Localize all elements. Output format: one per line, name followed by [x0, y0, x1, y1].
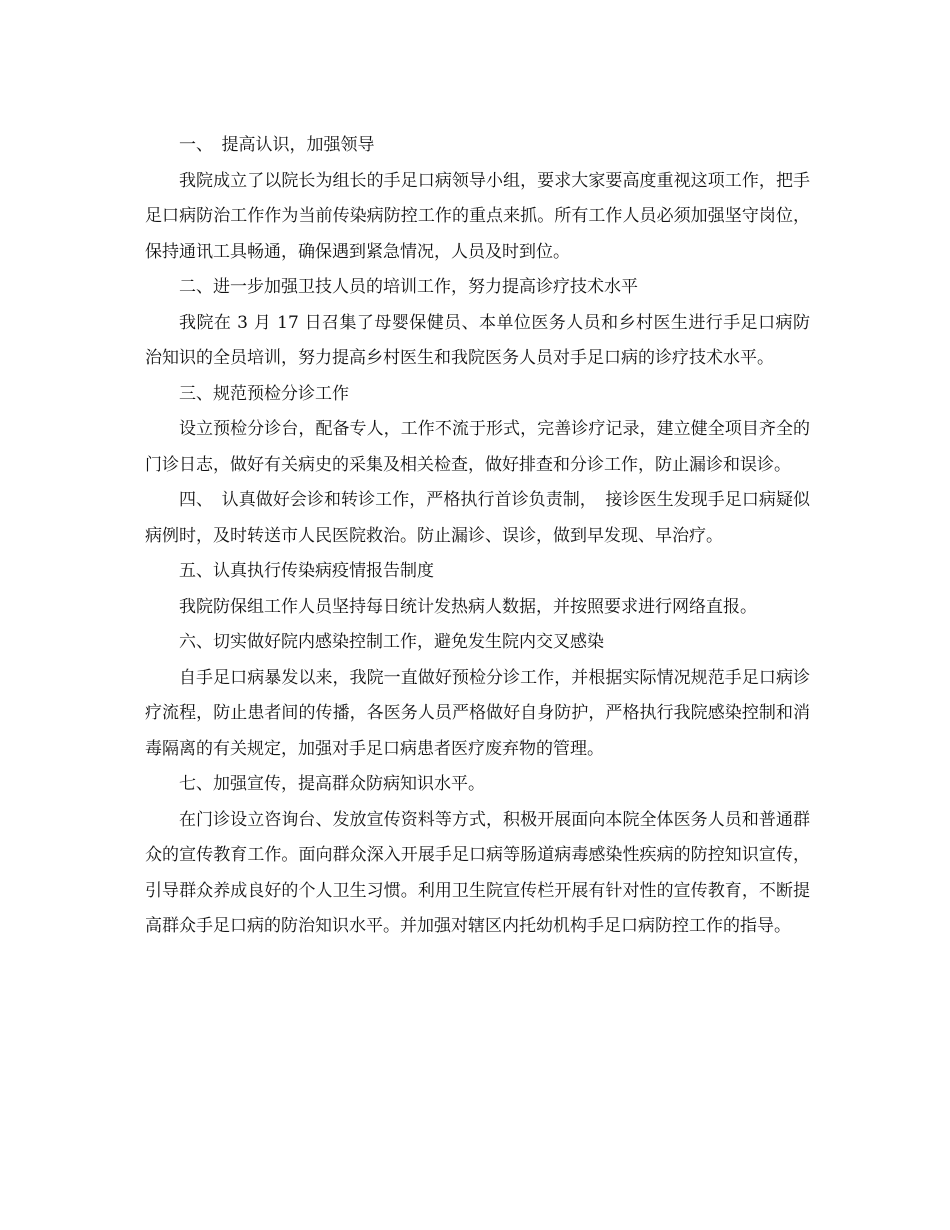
paragraph-7: 在门诊设立咨询台、发放宣传资料等方式，积极开展面向本院全体医务人员和普通群众的宣传教育工作。面向群众深入开展手足口病等肠道病毒感染性疾病的防控知识宣传，引导群众养成良好的个人卫生习惯。利用卫生院宣传栏开展有针对性的宣传教育，不断提高群众手足口病的防治知识水平。并加强对辖区内托幼机构手足口病防控工作的指导。 — [145, 809, 810, 936]
section-heading-7: 七、加强宣传，提高群众防病知识水平。 — [179, 774, 485, 794]
section-paragraph-4: 四、 认真做好会诊和转诊工作，严格执行首诊负责制， 接诊医生发现手足口病疑似病例时，及时转送市人民医院救治。防止漏诊、误诊，做到早发现、早治疗。 — [145, 490, 810, 546]
section-heading-3: 三、规范预检分诊工作 — [179, 383, 349, 404]
paragraph-5: 我院防保组工作人员坚持每日统计发热病人数据，并按照要求进行网络直报。 — [179, 596, 757, 617]
section-heading-5: 五、认真执行传染病疫情报告制度 — [179, 561, 434, 581]
paragraph-1: 我院成立了以院长为组长的手足口病领导小组，要求大家要高度重视这项工作，把手足口病防治工作作为当前传染病防控工作的重点来抓。所有工作人员必须加强坚守岗位，保持通讯工具畅通，确保遇到紧急情况，人员及时到位。 — [145, 170, 810, 262]
section-heading-1: 一、 提高认识，加强领导 — [179, 135, 375, 155]
section-heading-6: 六、切实做好院内感染控制工作，避免发生院内交叉感染 — [179, 632, 604, 652]
paragraph-6: 自手足口病暴发以来，我院一直做好预检分诊工作，并根据实际情况规范手足口病诊疗流程，防止患者间的传播，各医务人员严格做好自身防护，严格执行我院感染控制和消毒隔离的有关规定，加强对手足口病患者医疗废弃物的管理。 — [145, 667, 810, 759]
section-heading-2: 二、进一步加强卫技人员的培训工作，努力提高诊疗技术水平 — [179, 277, 638, 297]
paragraph-3: 设立预检分诊台，配备专人，工作不流于形式，完善诊疗记录，建立健全项目齐全的门诊日志，做好有关病史的采集及相关检查，做好排查和分诊工作，防止漏诊和误诊。 — [145, 419, 810, 475]
paragraph-2: 我院在 3 月 17 日召集了母婴保健员、本单位医务人员和乡村医生进行手足口病防治知识的全员培训，努力提高乡村医生和我院医务人员对手足口病的诊疗技术水平。 — [145, 312, 810, 368]
document-body — [145, 128, 810, 945]
